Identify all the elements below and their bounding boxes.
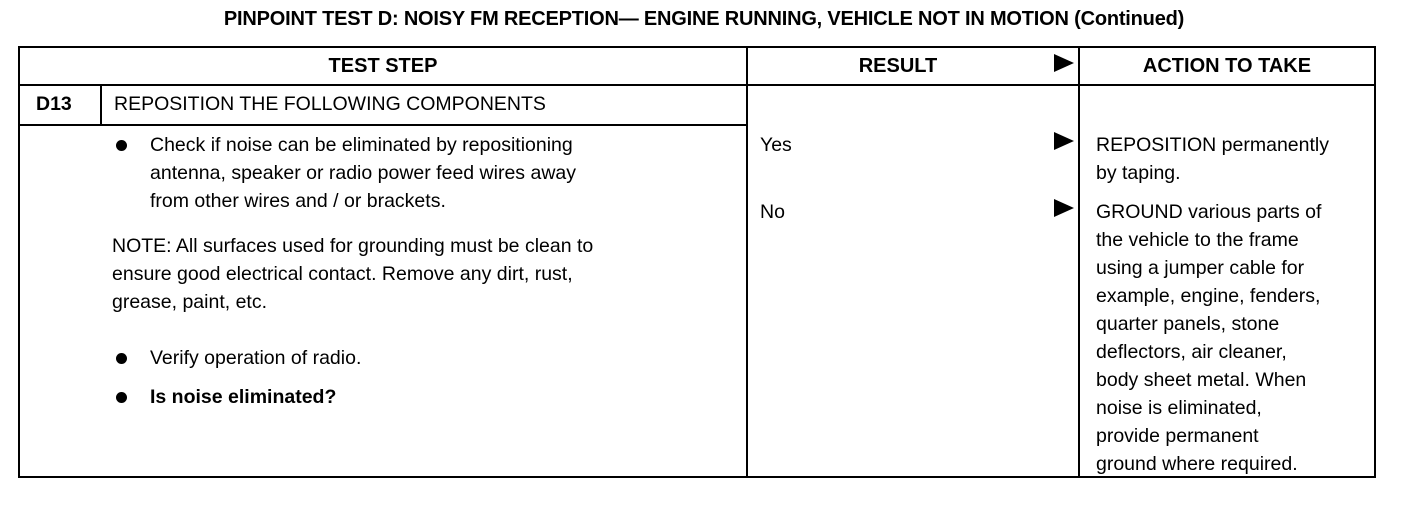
right-arrow-icon [1054,132,1074,150]
action-no-line-10: ground where required. [1096,453,1298,475]
right-arrow-icon [1054,199,1074,217]
step-id-divider [100,84,102,124]
action-yes-line-2: by taping. [1096,162,1181,184]
bullet1-line-3: from other wires and / or brackets. [150,190,446,212]
step-id: D13 [36,93,72,115]
action-no-line-2: the vehicle to the frame [1096,229,1299,251]
bullet1-line-2: antenna, speaker or radio power feed wires away [150,162,576,184]
action-column-divider [1078,48,1080,476]
bullet3-text: Is noise eliminated? [150,386,337,408]
step-heading: REPOSITION THE FOLLOWING COMPONENTS [114,93,546,115]
header-divider [20,84,1374,86]
result-yes-label: Yes [760,134,792,156]
action-no-line-6: deflectors, air cleaner, [1096,341,1287,363]
pinpoint-test-table [18,46,1376,478]
result-column-divider [746,48,748,476]
header-action: ACTION TO TAKE [1142,55,1312,77]
result-no-label: No [760,201,785,223]
action-no-line-7: body sheet metal. When [1096,369,1307,391]
header-test-step: TEST STEP [328,55,438,77]
action-no-line-4: example, engine, fenders, [1096,285,1321,307]
step-heading-divider [20,124,746,126]
action-no-line-3: using a jumper cable for [1096,257,1305,279]
action-no-line-9: provide permanent [1096,425,1259,447]
header-result: RESULT [858,55,938,77]
bullet1-line-1: Check if noise can be eliminated by repositioning [150,134,573,156]
note-line-2: ensure good electrical contact. Remove any dirt, rust, [112,263,573,285]
note-line-1: NOTE: All surfaces used for grounding must be clean to [112,235,594,257]
action-no-line-8: noise is eliminated, [1096,397,1262,419]
action-no-line-1: GROUND various parts of [1096,201,1322,223]
action-yes-line-1: REPOSITION permanently [1096,134,1329,156]
note-line-3: grease, paint, etc. [112,291,268,313]
bullet-dot-icon [116,392,127,403]
bullet-dot-icon [116,140,127,151]
action-no-line-5: quarter panels, stone [1096,313,1280,335]
right-arrow-icon [1054,54,1074,72]
bullet2-text: Verify operation of radio. [150,347,362,369]
page-title: PINPOINT TEST D: NOISY FM RECEPTION— ENGINE RUNNING, VEHICLE NOT IN MOTION (Continued) [223,8,1185,30]
bullet-dot-icon [116,353,127,364]
